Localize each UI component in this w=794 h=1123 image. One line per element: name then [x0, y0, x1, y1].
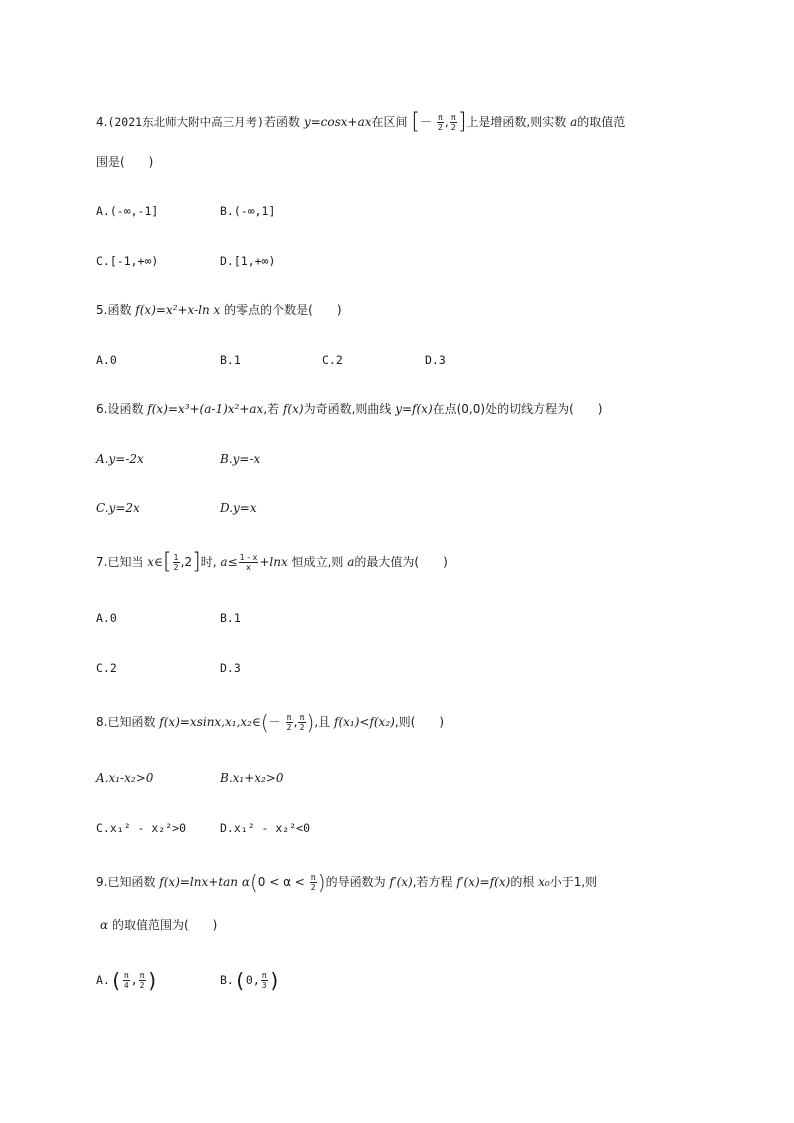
fraction-pi-over-4: $\frac{\pi}{4}$ [123, 971, 129, 990]
option-b[interactable]: B.y=-x [220, 452, 261, 466]
option-a[interactable]: A.y=-2x [96, 452, 144, 466]
option-c[interactable]: C.2 [322, 353, 343, 367]
question-6-line: 6.设函数 f(x)=x³+(a-1)x²+ax,若 f(x)为奇函数,则曲线 y=f(x)在点(0,0)处的切线方程为( ) [96, 402, 603, 416]
option-d[interactable]: D.[1,+∞) [220, 254, 276, 268]
option-b[interactable]: B.(-∞,1] [220, 204, 276, 218]
option-a[interactable]: A.( $\frac{\pi}{4}$ , $\frac{\pi}{2}$ ) [96, 968, 159, 993]
option-a[interactable]: A.(-∞,-1] [96, 204, 159, 218]
option-a[interactable]: A.0 [96, 611, 117, 625]
interval-paren-left: ( [260, 710, 269, 735]
function-expression: y=cosx+ax [303, 115, 372, 129]
fraction-pi-over-2: $\frac{\pi}{2}$ [286, 713, 292, 732]
interval-bracket-right: ] [457, 109, 467, 135]
option-b[interactable]: B.1 [220, 611, 241, 625]
option-c[interactable]: C.[-1,+∞) [96, 254, 159, 268]
fraction-pi-over-2: $\frac{\pi}{2}$ [437, 113, 443, 132]
fraction-one-half: $\frac{1}{2}$ [173, 553, 179, 572]
interval-bracket-left: [ [411, 109, 420, 135]
option-a[interactable]: A.x₁-x₂>0 [96, 771, 154, 785]
option-d[interactable]: D.x₁² - x₂²<0 [220, 821, 311, 835]
question-7-line: 7.已知当 x∈[ $\frac{1}{2}$ ,2]时, a≤ $\frac{1 - x}{x}$ +lnx 恒成立,则 a的最大值为( ) [96, 549, 448, 575]
function-expression: f(x)=x²+x-ln x [135, 303, 221, 317]
option-b[interactable]: B.1 [220, 353, 241, 367]
fraction-one-minus-x-over-x: $\frac{1 - x}{x}$ [239, 553, 258, 572]
option-b[interactable]: B.(0, $\frac{\pi}{3}$ ) [220, 968, 281, 993]
question-4-line-1: 4.(2021东北师大附中高三月考)若函数 y=cosx+ax在区间 [－ $\frac{\pi}{2}$ , $\frac{\pi}{2}$ ]上是增函数,则实数 a的取值范 [96, 109, 626, 135]
option-d[interactable]: D.y=x [220, 501, 257, 515]
option-d[interactable]: D.3 [425, 353, 446, 367]
fraction-pi-over-3: $\frac{\pi}{3}$ [261, 971, 267, 990]
fraction-pi-over-2: $\frac{\pi}{2}$ [299, 713, 305, 732]
option-a[interactable]: A.0 [96, 353, 117, 367]
option-c[interactable]: C.y=2x [96, 501, 140, 515]
function-expression: f(x)=x³+(a-1)x²+ax [147, 402, 264, 416]
question-9-line-2: α 的取值范围为( ) [100, 918, 218, 932]
question-number: 4. [96, 115, 108, 129]
question-source: (2021东北师大附中高三月考) [107, 115, 264, 129]
option-c[interactable]: C.x₁² - x₂²>0 [96, 821, 187, 835]
question-9-line-1: 9.已知函数 f(x)=lnx+tan α(0 < α < $\frac{\pi}{2}$ )的导函数为 f′(x),若方程 f′(x)=f(x)的根 x₀小于1,则 [96, 870, 598, 895]
option-b[interactable]: B.x₁+x₂>0 [220, 771, 284, 785]
question-8-line: 8.已知函数 f(x)=xsinx,x₁,x₂∈(－ $\frac{\pi}{2}$ , $\frac{\pi}{2}$ ),且 f(x₁)<f(x₂),则( ) [96, 710, 445, 735]
fraction-pi-over-2: $\frac{\pi}{2}$ [450, 113, 456, 132]
fraction-pi-over-2: $\frac{\pi}{2}$ [139, 971, 145, 990]
fraction-pi-over-2: $\frac{\pi}{2}$ [310, 873, 316, 892]
question-4-line-2: 围是( ) [96, 155, 154, 169]
function-expression: f(x)=xsinx,x₁,x₂∈ [159, 715, 261, 729]
function-expression: f(x)=lnx+tan α [159, 875, 250, 889]
option-c[interactable]: C.2 [96, 661, 117, 675]
interval-paren-right: ) [306, 710, 315, 735]
option-d[interactable]: D.3 [220, 661, 241, 675]
question-5-line: 5.函数 f(x)=x²+x-ln x 的零点的个数是( ) [96, 303, 342, 317]
